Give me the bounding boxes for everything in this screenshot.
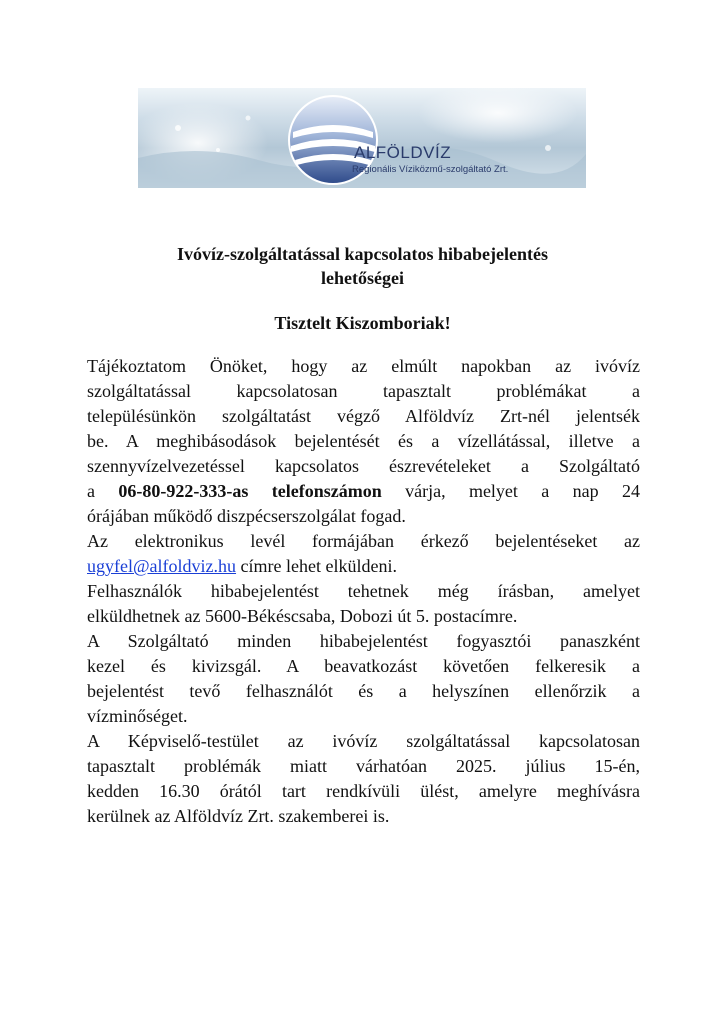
text-line: településünkön szolgáltatást végző Alföldvíz Zrt-nél jelentsék bbox=[87, 406, 640, 426]
document-body bbox=[87, 354, 640, 829]
text-line: kedden 16.30 órától tart rendkívüli ülést, amelyre meghívásra bbox=[87, 781, 640, 801]
document-title-line-1: Ivóvíz-szolgáltatással kapcsolatos hibabejelentés bbox=[177, 244, 548, 264]
text-line: Az elektronikus levél formájában érkező bejelentéseket az bbox=[87, 531, 640, 551]
text-line: órájában működő diszpécserszolgálat fogad. bbox=[87, 506, 406, 526]
text-line: tapasztalt problémák miatt várhatóan 2025. július 15-én, bbox=[87, 756, 640, 776]
logo-name: ALFÖLDVÍZ bbox=[354, 143, 452, 162]
text-line: vízminőséget. bbox=[87, 706, 188, 726]
paragraph-5 bbox=[87, 729, 640, 829]
text-line: bejelentést tevő felhasználót és a helyszínen ellenőrzik a bbox=[87, 681, 640, 701]
phone-number: 06-80-922-333-as telefonszámon bbox=[118, 481, 382, 501]
text-line: kezel és kivizsgál. A beavatkozást követően felkeresik a bbox=[87, 656, 640, 676]
text-line: szennyvízelvezetéssel kapcsolatos észrevételeket a Szolgáltató bbox=[87, 456, 640, 476]
text-line: A Szolgáltató minden hibabejelentést fogyasztói panaszként bbox=[87, 631, 640, 651]
paragraph-2 bbox=[87, 529, 640, 579]
text-line: A Képviselő-testület az ivóvíz szolgáltatással kapcsolatosan bbox=[87, 731, 640, 751]
text-line: szolgáltatással kapcsolatosan tapasztalt problémákat a bbox=[87, 381, 640, 401]
paragraph-3 bbox=[87, 579, 640, 629]
paragraph-4 bbox=[87, 629, 640, 729]
text-line: kerülnek az Alföldvíz Zrt. szakemberei is. bbox=[87, 806, 390, 826]
text-line: Tájékoztatom Önöket, hogy az elmúlt napokban az ivóvíz bbox=[87, 356, 640, 376]
text-line: be. A meghibásodások bejelentését és a vízellátással, illetve a bbox=[87, 431, 640, 451]
logo-tagline: Regionális Víziközmű-szolgáltató Zrt. bbox=[352, 164, 509, 175]
text-line bbox=[87, 479, 640, 504]
text-line: Felhasználók hibabejelentést tehetnek még írásban, amelyet bbox=[87, 581, 640, 601]
text-line: elküldhetnek az 5600-Békéscsaba, Dobozi út 5. postacímre. bbox=[87, 606, 518, 626]
document-title-line-2: lehetőségei bbox=[321, 268, 404, 288]
greeting: Tisztelt Kiszomboriak! bbox=[274, 313, 451, 333]
text-fragment: a bbox=[87, 481, 95, 501]
text-fragment: címre lehet elküldeni. bbox=[236, 556, 397, 576]
email-link[interactable]: ugyfel@alfoldviz.hu bbox=[87, 556, 237, 576]
text-fragment: várja, melyet a nap 24 bbox=[405, 481, 641, 501]
paragraph-1 bbox=[87, 354, 640, 529]
text-line bbox=[87, 554, 640, 579]
